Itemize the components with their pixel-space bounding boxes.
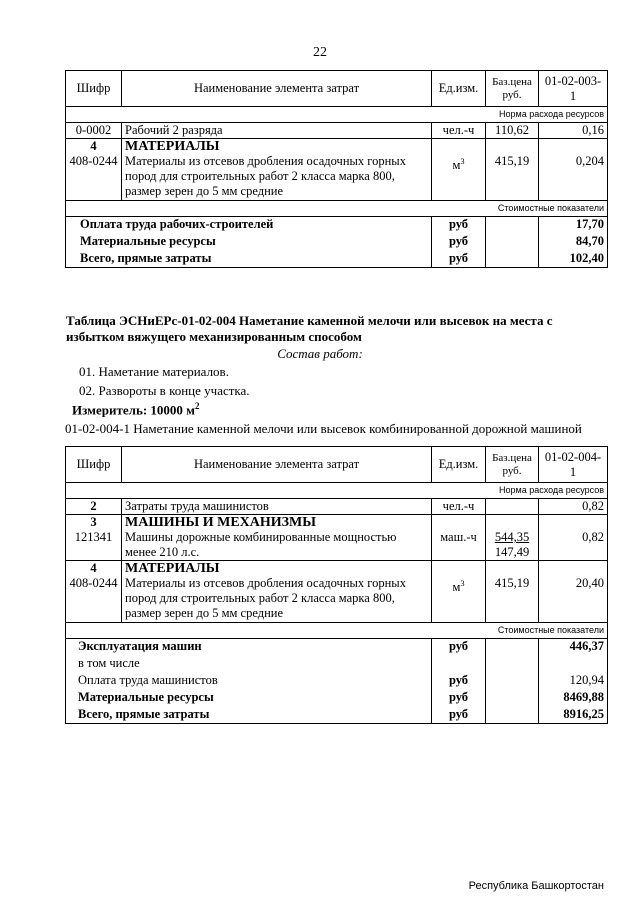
total-label: Всего, прямые затраты [66,251,432,268]
material-code: 408-0244 [69,576,118,590]
work-item: 01. Наметание материалов. [79,364,229,379]
cell-name [122,515,432,561]
page-number: 22 [313,45,327,60]
section-title: МАТЕРИАЛЫ [125,561,220,576]
total-value: 120,94 [539,673,608,690]
table-row [66,499,608,515]
cell-code [66,139,122,201]
total-label: в том числе [66,656,432,673]
cell-name [122,139,432,201]
total-unit: руб [432,234,486,251]
cell-unit: чел.-ч [432,123,486,139]
cell-code [66,561,122,623]
cell-value: 0,82 [539,515,608,561]
cell-name [122,561,432,623]
section-number: 4 [90,561,97,575]
header-price-line2: руб. [502,464,522,477]
cell-code: 0-0002 [66,123,122,139]
total-row [66,673,608,690]
header-name: Наименование элемента затрат [122,447,432,483]
footer-region: Республика Башкортостан [468,880,604,892]
unit-sup: 3 [460,579,465,588]
unit-sup: 3 [460,157,465,166]
table-header-row [66,71,608,107]
header-name: Наименование элемента затрат [122,71,432,107]
total-empty [486,673,539,690]
resource-table-1 [65,70,608,268]
header-price-line1: Баз.цена [492,75,532,88]
unit-text: м [452,580,461,595]
total-value: 8469,88 [539,690,608,707]
cell-price: 415,19 [486,561,539,623]
total-row [66,234,608,251]
cell-price [486,515,539,561]
total-value: 84,70 [539,234,608,251]
header-price [486,71,539,107]
total-row [66,707,608,724]
total-row [66,251,608,268]
total-unit [432,656,486,673]
material-name: Материалы из отсевов дробления осадочных горных пород для строительных работ 2 класса марка 800, размер зерен до 5 мм средние [125,576,406,620]
total-label: Всего, прямые затраты [66,707,432,724]
resource-table-2 [65,446,608,724]
norm-reference-line: 01-02-004-1 Наметание каменной мелочи или высевок комбинированной дорожной машиной [65,421,582,436]
material-code: 408-0244 [69,154,118,168]
total-empty [486,639,539,656]
cell-unit: маш.-ч [432,515,486,561]
table-row [66,515,608,561]
header-unit: Ед.изм. [432,71,486,107]
cell-unit: чел.-ч [432,499,486,515]
material-name: Материалы из отсевов дробления осадочных горных пород для строительных работ 2 класса марка 800, размер зерен до 5 мм средние [125,154,406,198]
total-empty [486,234,539,251]
cell-value: 0,82 [539,499,608,515]
measurer-sup: 2 [195,401,200,411]
cell-price [486,499,539,515]
price-top: 544,35 [494,530,530,544]
header-price-line2: руб. [502,88,522,101]
section-number: 4 [90,139,97,153]
unit-text: м [452,158,461,173]
total-row [66,690,608,707]
total-unit: руб [432,690,486,707]
cell-unit [432,139,486,201]
norm-label: Норма расхода ресурсов [66,107,608,123]
total-row [66,656,608,673]
header-price [486,447,539,483]
total-row [66,639,608,656]
cell-price: 415,19 [486,139,539,201]
total-empty [486,217,539,234]
norm-label: Норма расхода ресурсов [66,483,608,499]
table-title: Таблица ЭСНиЕРс-01-02-004 Наметание каменной мелочи или высевок на места с избытком вяжущего механизированным способом [66,313,553,344]
header-unit: Ед.изм. [432,447,486,483]
cell-unit [432,561,486,623]
header-code: Шифр [66,71,122,107]
total-label: Оплата труда рабочих-строителей [66,217,432,234]
total-empty [486,251,539,268]
total-empty [486,690,539,707]
measurer [72,401,200,418]
cost-label: Стоимостные показатели [66,623,608,639]
header-norm-code: 01-02-004-1 [539,447,608,483]
total-value [539,656,608,673]
table-header-row [66,447,608,483]
total-empty [486,707,539,724]
machine-name: Машины дорожные комбинированные мощностью менее 210 л.с. [125,530,397,559]
table-row [66,139,608,201]
total-value: 17,70 [539,217,608,234]
table-row [66,123,608,139]
section-number: 3 [90,515,97,529]
cell-value: 0,204 [539,139,608,201]
cell-value: 0,16 [539,123,608,139]
total-row [66,217,608,234]
section-title: МАТЕРИАЛЫ [125,139,220,154]
header-code: Шифр [66,447,122,483]
cell-code [66,515,122,561]
total-unit: руб [432,217,486,234]
cell-value: 20,40 [539,561,608,623]
work-item: 02. Развороты в конце участка. [79,383,250,398]
total-unit: руб [432,673,486,690]
header-norm-code: 01-02-003-1 [539,71,608,107]
header-price-line1: Баз.цена [492,451,532,464]
measurer-text: Измеритель: 10000 м [72,402,196,418]
cell-code: 2 [66,499,122,515]
total-label: Материальные ресурсы [66,690,432,707]
machine-code: 121341 [74,530,113,544]
total-unit: руб [432,251,486,268]
total-label: Эксплуатация машин [66,639,432,656]
section-title: МАШИНЫ И МЕХАНИЗМЫ [125,515,317,530]
table-row [66,561,608,623]
cell-name: Рабочий 2 разряда [122,123,432,139]
cell-name: Затраты труда машинистов [122,499,432,515]
total-unit: руб [432,707,486,724]
total-label: Оплата труда машинистов [66,673,432,690]
total-value: 446,37 [539,639,608,656]
total-value: 8916,25 [539,707,608,724]
work-composition-label: Состав работ: [277,346,363,361]
price-bottom: 147,49 [494,545,530,559]
cell-price: 110,62 [486,123,539,139]
total-unit: руб [432,639,486,656]
cost-label: Стоимостные показатели [66,201,608,217]
total-value: 102,40 [539,251,608,268]
total-label: Материальные ресурсы [66,234,432,251]
total-empty [486,656,539,673]
